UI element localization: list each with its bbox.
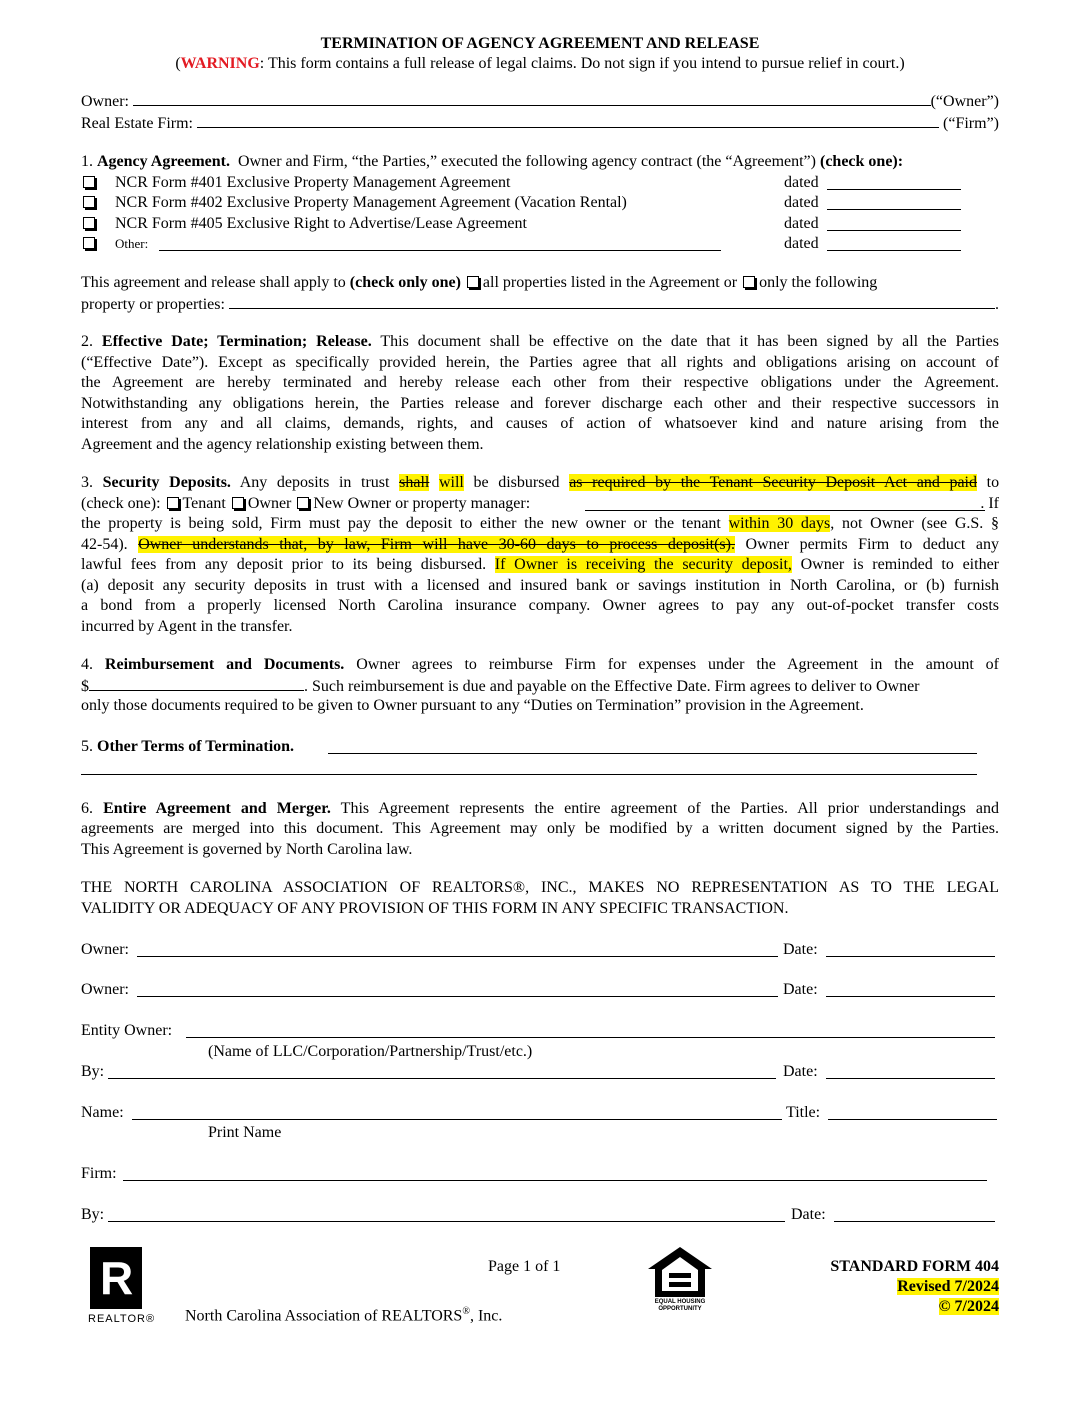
section6-line-1: 6. Entire Agreement and Merger. This Agreement represents the entire agreement of the Parties. All prior understandings and (81, 800, 1000, 817)
copyright-date: © 7/2024 (938, 1298, 999, 1315)
section6-line-2: agreements are merged into this document. This Agreement may only be modified by a written document signed by the Parties. (81, 820, 999, 837)
checkbox-owner[interactable] (232, 497, 244, 509)
section3-line-6: (a) deposit any security deposits in trust with a licensed and insured bank or savings institution in North Carolina, or (b) furnish (81, 577, 999, 594)
section4-line-2: $ . Such reimbursement is due and payable on the Effective Date. Firm agrees to deliver to Owner (81, 678, 920, 695)
realtor-logo-icon: R (90, 1247, 142, 1309)
entity-date-field[interactable] (826, 1064, 995, 1079)
dated-field[interactable] (827, 216, 961, 231)
entity-owner-field[interactable] (186, 1023, 995, 1038)
other-terms-field[interactable] (328, 739, 977, 754)
agreement-option-405[interactable]: NCR Form #405 Exclusive Right to Advertise/Lease Agreement dated (81, 214, 999, 234)
section3-line-2: (check one): Tenant Owner New Owner or property manager: . If (81, 495, 999, 512)
dated-field[interactable] (827, 236, 961, 251)
checkbox[interactable] (83, 237, 95, 249)
page-number: Page 1 of 1 (488, 1258, 561, 1275)
disclaimer-line-2: VALIDITY OR ADEQUACY OF ANY PROVISION OF THIS FORM IN ANY SPECIFIC TRANSACTION. (81, 900, 789, 917)
other-terms-field-2[interactable] (81, 774, 977, 775)
dated-field[interactable] (827, 175, 961, 190)
owner1-date-field[interactable] (826, 942, 995, 957)
section2-line-6: Agreement and the agency relationship existing between them. (81, 436, 484, 453)
section3-line-4: 42-54). Owner understands that, by law, Firm will have 30-60 days to process deposit(s). Owner permits Firm to deduct any (81, 536, 1000, 553)
form-title: TERMINATION OF AGENCY AGREEMENT AND RELEASE (320, 35, 760, 52)
highlight-owner-receiving: If Owner is receiving the security deposit, (494, 556, 792, 573)
other-agreement-field[interactable] (159, 236, 721, 251)
section3-line-3: the property is being sold, Firm must pay the deposit to either the new owner or the tenant within 30 days, not Owner (see G.S. § (81, 515, 1000, 532)
owner1-signature-field[interactable] (137, 942, 778, 957)
section4-line-3: only those documents required to be given to Owner pursuant to any “Duties on Termination” provision in the Agreement. (81, 697, 864, 714)
warning-line: (WARNING: This form contains a full release of legal claims. Do not sign if you intend to pursue relief in court.) (175, 55, 905, 72)
section3-line-7: a bond from a properly licensed North Carolina insurance company. Owner agrees to pay any out-of-pocket transfer costs (81, 597, 999, 614)
section6-line-3: This Agreement is governed by North Carolina law. (81, 841, 413, 858)
firm-signature-row: Firm: (81, 1164, 999, 1184)
entity-by-row: By: Date: (81, 1062, 999, 1082)
print-name-field[interactable] (132, 1105, 782, 1120)
firm-by-field[interactable] (108, 1207, 785, 1222)
section2-heading: Effective Date; Termination; Release. (101, 333, 372, 350)
form-number: STANDARD FORM 404 (830, 1258, 999, 1275)
dated-field[interactable] (827, 195, 961, 210)
firm-by-row: By: Date: (81, 1205, 999, 1225)
highlight-30-days: within 30 days (728, 515, 831, 532)
title-field[interactable] (828, 1105, 997, 1120)
owner1-signature-row: Owner: Date: (81, 940, 999, 960)
owner-party-row: Owner: (“Owner”) (81, 93, 999, 110)
firm-party-row: Real Estate Firm: (“Firm”) (81, 115, 999, 132)
section2-line-4: Notwithstanding any obligations herein, the Parties release and forever discharge each other and their respective successors in (81, 395, 999, 412)
equal-housing-text: EQUAL HOUSING OPPORTUNITY (654, 1299, 706, 1312)
agreement-option-other[interactable]: Other: dated (81, 234, 999, 254)
section5-heading: Other Terms of Termination. (97, 738, 295, 755)
section5-line-1: 5. Other Terms of Termination. (81, 737, 999, 757)
section3-line-1: 3. Security Deposits. Any deposits in trust shall will be disbursed as required by the Tenant Security Deposit Act and paid to (81, 474, 1000, 491)
firm-signature-field[interactable] (123, 1166, 987, 1181)
section1-heading-line: 1. Agency Agreement. Owner and Firm, “the Parties,” executed the following agency contract (the “Agreement”) (check one): (81, 153, 904, 170)
checkbox-new-owner[interactable] (297, 497, 309, 509)
agreement-option-401[interactable]: NCR Form #401 Exclusive Property Management Agreement dated (81, 173, 999, 193)
checkbox-all-properties[interactable] (467, 276, 479, 288)
apply-line-1: This agreement and release shall apply to (check only one) all properties listed in the Agreement or only the following (81, 274, 878, 291)
struck-process-deposit: Owner understands that, by law, Firm will have 30-60 days to process deposit(s). (138, 536, 735, 553)
warning-label: WARNING (180, 55, 260, 72)
section3-line-5: lawful fees from any deposit prior to its being disbursed. If Owner is receiving the security deposit, Owner is reminded to either (81, 556, 999, 573)
print-name-note: Print Name (208, 1124, 282, 1141)
apply-line-2: property or properties: . (81, 296, 999, 313)
name-title-row: Name: Title: (81, 1103, 999, 1123)
new-owner-field[interactable] (585, 496, 985, 511)
checkbox-following-properties[interactable] (743, 276, 755, 288)
section2-line-1: 2. Effective Date; Termination; Release. This document shall be effective on the date that it has been signed by all the Parties (81, 333, 1000, 350)
checkbox-tenant[interactable] (167, 497, 179, 509)
checkbox[interactable] (83, 196, 95, 208)
firm-date-field[interactable] (834, 1207, 995, 1222)
section4-heading: Reimbursement and Documents. (104, 656, 345, 673)
section3-heading: Security Deposits. (102, 474, 231, 491)
entity-by-field[interactable] (108, 1064, 776, 1079)
form-info (830, 1257, 999, 1317)
realtor-logo-text: REALTOR® (88, 1313, 156, 1325)
entity-owner-row: Entity Owner: (81, 1021, 999, 1041)
section2-line-3: the Agreement are hereby terminated and hereby release each other from their respective obligations under the Agreement. (81, 374, 999, 391)
struck-deposit-act: as required by the Tenant Security Deposit Act and paid (569, 474, 978, 491)
owner2-signature-field[interactable] (137, 982, 778, 997)
owner2-signature-row: Owner: Date: (81, 980, 999, 1000)
association-name: North Carolina Association of REALTORS®, Inc. (185, 1306, 503, 1325)
properties-field[interactable] (229, 294, 995, 309)
disclaimer-line-1: THE NORTH CAROLINA ASSOCIATION OF REALTORS®, INC., MAKES NO REPRESENTATION AS TO THE LEGAL (81, 879, 999, 896)
owner-name-field[interactable] (133, 91, 931, 106)
section2-line-5: interest from any and all claims, demands, rights, and causes of action of whatsoever kind and nature arising from the (81, 415, 999, 432)
section1-heading: Agency Agreement. (97, 153, 230, 170)
section2-line-2: (“Effective Date”). Except as specifically provided herein, the Parties agree that all rights and obligations arising on account of (81, 354, 999, 371)
section6-heading: Entire Agreement and Merger. (103, 800, 331, 817)
checkbox[interactable] (83, 176, 95, 188)
section4-line-1: 4. Reimbursement and Documents. Owner agrees to reimburse Firm for expenses under the Agreement in the amount of (81, 656, 1000, 673)
inserted-will: will (438, 474, 464, 491)
entity-owner-note: (Name of LLC/Corporation/Partnership/Trust/etc.) (208, 1043, 533, 1060)
checkbox[interactable] (83, 217, 95, 229)
struck-shall: shall (399, 474, 430, 491)
amount-field[interactable] (89, 676, 304, 691)
section3-line-8: incurred by Agent in the transfer. (81, 618, 293, 635)
firm-name-field[interactable] (197, 113, 939, 128)
agreement-option-402[interactable]: NCR Form #402 Exclusive Property Management Agreement (Vacation Rental) dated (81, 193, 999, 213)
revised-date: Revised 7/2024 (897, 1278, 999, 1295)
owner2-date-field[interactable] (826, 982, 995, 997)
